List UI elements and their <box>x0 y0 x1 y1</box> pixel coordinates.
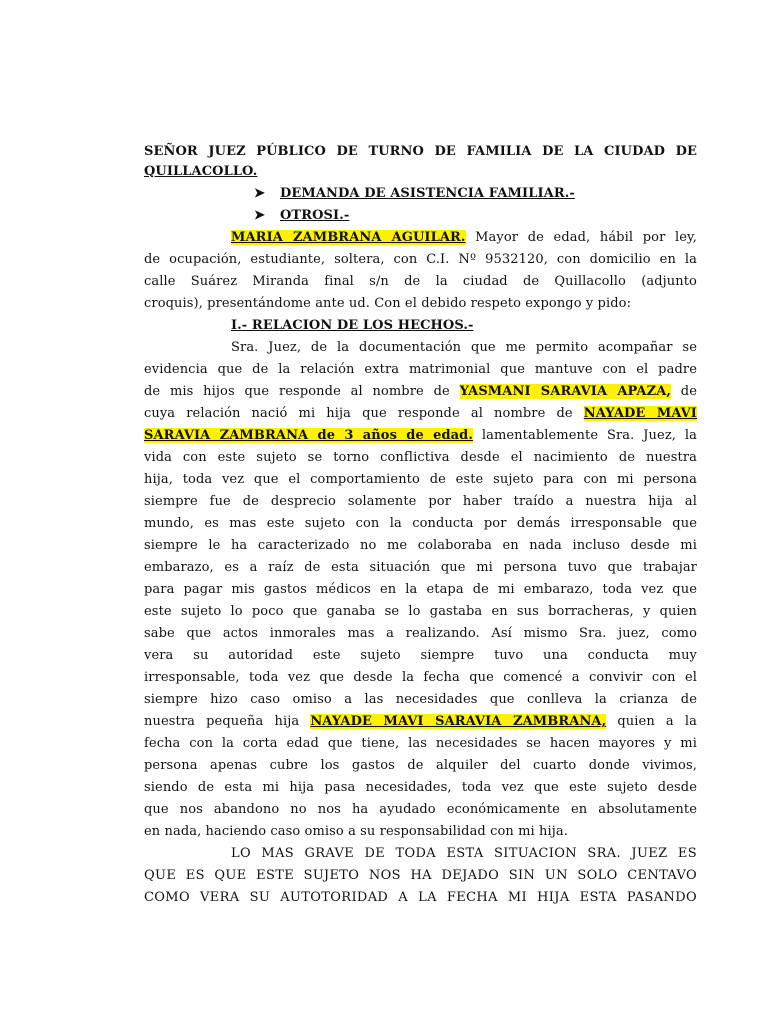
body-line-20: persona apenas cubre los gastos de alquiler del cuarto donde vivimos, <box>144 758 697 773</box>
bullet-label: DEMANDA DE ASISTENCIA FAMILIAR.- <box>280 186 575 201</box>
caps-line-2: QUE ES QUE ESTE SUJETO NOS HA DEJADO SIN UN SOLO CENTAVO <box>144 868 697 883</box>
body-line-17: siempre hizo caso omiso a las necesidades que conlleva la crianza de <box>144 692 697 707</box>
daughter-name-part-2: SARAVIA ZAMBRANA de 3 años de edad. <box>144 428 473 443</box>
body-line-21: siendo de esta mi hija pasa necesidades, toda vez que este sujeto desde <box>144 780 697 795</box>
body-line-3 <box>144 384 697 400</box>
body-line-15: vera su autoridad este sujeto siempre tuvo una conducta muy <box>144 648 697 663</box>
body-text: de mis hijos que responde al nombre de <box>144 384 460 399</box>
body-line-23: en nada, haciendo caso omiso a su responsabilidad con mi hija. <box>144 824 568 839</box>
daughter-full-name: NAYADE MAVI SARAVIA ZAMBRANA, <box>310 714 607 729</box>
body-line-12: para pagar mis gastos médicos en la etapa de mi embarazo, toda vez que <box>144 582 697 597</box>
intro-text: Mayor de edad, hábil por ley, <box>465 230 697 245</box>
claimant-name: MARIA ZAMBRANA AGUILAR. <box>231 230 466 245</box>
caps-line-3: COMO VERA SU AUTOTORIDAD A LA FECHA MI HIJA ESTA PASANDO <box>144 890 697 905</box>
intro-line-1 <box>231 230 697 246</box>
body-text: cuya relación nació mi hija que responde al nombre de <box>144 406 584 421</box>
intro-line-4: croquis), presentándome ante ud. Con el debido respeto expongo y pido: <box>144 296 632 311</box>
body-line-9: mundo, es mas este sujeto con la conducta por demás irresponsable que <box>144 516 697 531</box>
body-line-4 <box>144 406 697 422</box>
body-line-13: este sujeto lo poco que ganaba se lo gastaba en sus borracheras, y quien <box>144 604 697 619</box>
body-text: de <box>671 384 698 399</box>
body-line-1: Sra. Juez, de la documentación que me permito acompañar se <box>231 340 697 355</box>
body-line-22: que nos abandono no nos ha ayudado económicamente en absolutamente <box>144 802 697 817</box>
bullet-demanda <box>254 186 694 202</box>
father-name: YASMANI SARAVIA APAZA, <box>459 384 672 399</box>
header-line-1: SEÑOR JUEZ PÚBLICO DE TURNO DE FAMILIA DE LA CIUDAD DE <box>144 144 697 159</box>
daughter-name-part-1: NAYADE MAVI <box>583 406 697 421</box>
body-text: nuestra pequeña hija <box>144 714 311 729</box>
intro-line-3: calle Suárez Miranda final s/n de la ciudad de Quillacollo (adjunto <box>144 274 697 289</box>
body-text: quien a la <box>606 714 698 729</box>
bullet-label: OTROSI.- <box>280 208 350 223</box>
caps-line-1: LO MAS GRAVE DE TODA ESTA SITUACION SRA. JUEZ ES <box>231 846 697 861</box>
body-line-14: sabe que actos inmorales mas a realizando. Así mismo Sra. juez, como <box>144 626 697 641</box>
body-line-10: siempre le ha caracterizado no me colaboraba en nada incluso desde mi <box>144 538 697 553</box>
body-line-6: vida con este sujeto se torno conflictiva desde el nacimiento de nuestra <box>144 450 697 465</box>
section-title: I.- RELACION DE LOS HECHOS.- <box>231 318 474 333</box>
body-line-5 <box>144 428 697 444</box>
body-line-11: embarazo, es a raíz de esta situación que mi persona tuvo que trabajar <box>144 560 697 575</box>
body-line-18 <box>144 714 697 730</box>
header-line-2: QUILLACOLLO. <box>144 164 258 179</box>
intro-line-2: de ocupación, estudiante, soltera, con C.I. Nº 9532120, con domicilio en la <box>144 252 697 267</box>
arrowhead-bullet-icon: ➤ <box>254 208 265 223</box>
body-text: lamentablemente Sra. Juez, la <box>472 428 697 443</box>
body-line-2: evidencia que de la relación extra matrimonial que mantuve con el padre <box>144 362 697 377</box>
bullet-otrosi <box>254 208 694 224</box>
arrowhead-bullet-icon: ➤ <box>254 186 265 201</box>
body-line-7: hija, toda vez que el comportamiento de este sujeto para con mi persona <box>144 472 697 487</box>
body-line-8: siempre fue de desprecio solamente por haber traído a nuestra hija al <box>144 494 697 509</box>
body-line-19: fecha con la corta edad que tiene, las necesidades se hacen mayores y mi <box>144 736 697 751</box>
body-line-16: irresponsable, toda vez que desde la fecha que comencé a convivir con el <box>144 670 697 685</box>
